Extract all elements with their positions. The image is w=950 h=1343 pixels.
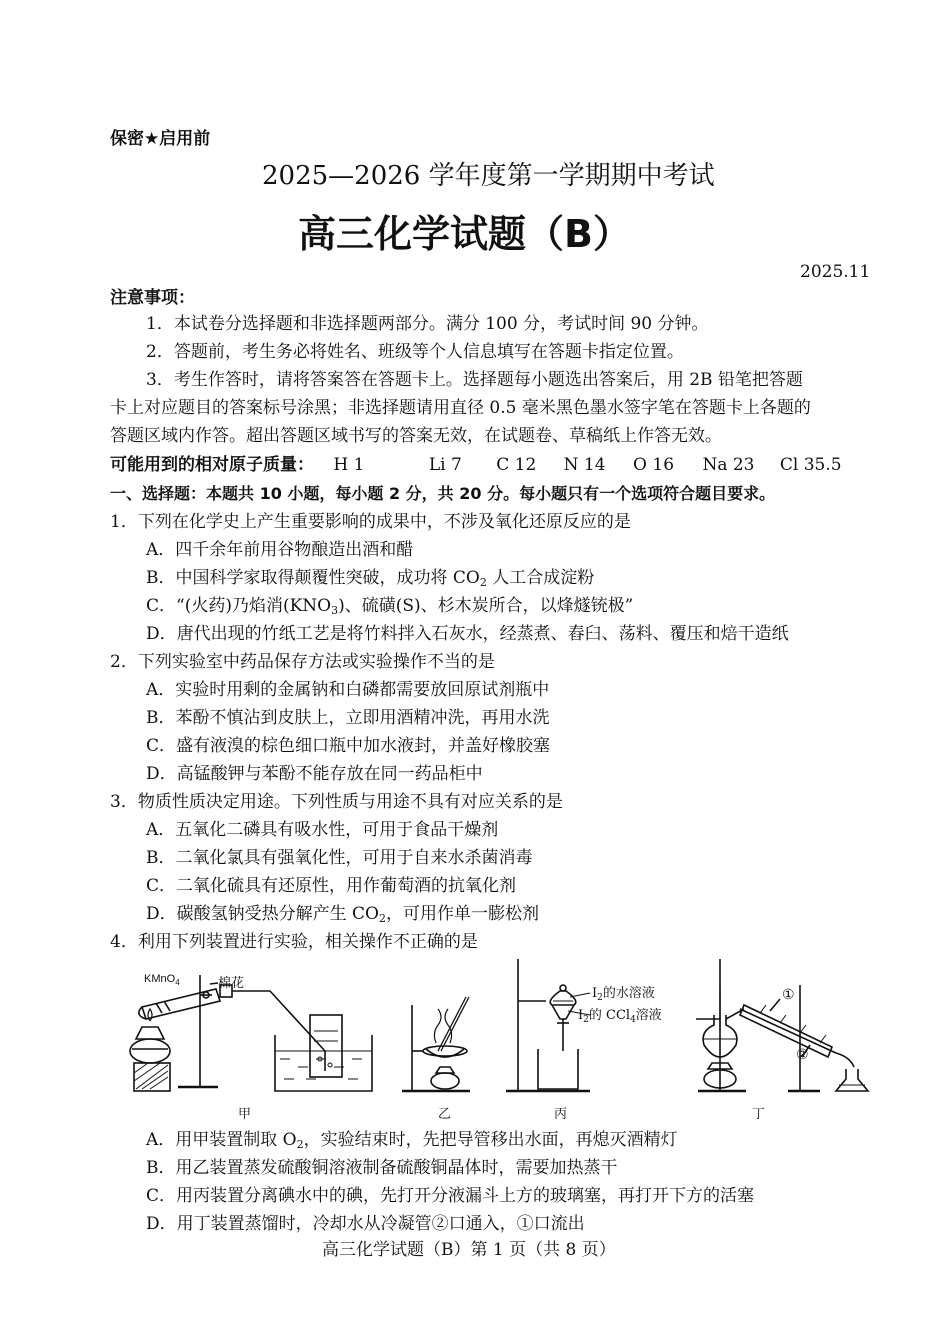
q4-option-c: C．用丙装置分离碘水中的碘，先打开分液漏斗上方的玻璃塞，再打开下方的活塞 (146, 1186, 755, 1206)
atomic-mass-h: H 1 (333, 455, 365, 475)
q1-option-c: C．“(火药)乃焰消$(KNO_3)$、硫磺(S)、杉木炭所合，以烽燧铳极” (146, 596, 634, 617)
exam-date: 2025.11 (800, 262, 871, 282)
q1-option-d: D．唐代出现的竹纸工艺是将竹料拌入石灰水，经蒸煮、舂臼、荡料、覆压和焙干造纸 (146, 624, 789, 644)
q3-stem: 3．物质性质决定用途。下列性质与用途不具有对应关系的是 (110, 792, 563, 812)
page-footer: 高三化学试题（B）第 1 页（共 8 页） (322, 1240, 616, 1260)
atomic-mass-c: C 12 (496, 455, 537, 475)
notice-item-3-cont2: 答题区域内作答。超出答题区域书写的答案无效，在试题卷、草稿纸上作答无效。 (110, 426, 722, 446)
q2-option-b: B．苯酚不慎沾到皮肤上，立即用酒精冲洗，再用水洗 (146, 708, 550, 728)
q3-option-b: B．二氧化氯具有强氧化性，可用于自来水杀菌消毒 (146, 848, 533, 868)
q2-option-a: A．实验时用剩的金属钠和白磷都需要放回原试剂瓶中 (146, 680, 550, 700)
port-2-label: ② (796, 1047, 809, 1063)
apparatus-bing (506, 959, 662, 1122)
svg-text:KMnO4: KMnO$_4$ (144, 973, 180, 987)
q3-option-c: C．二氧化硫具有还原性，用作葡萄酒的抗氧化剂 (146, 876, 517, 896)
q2-option-d: D．高锰酸钾与苯酚不能存放在同一药品柜中 (146, 764, 483, 784)
q3-option-a: A．五氧化二磷具有吸水性，可用于食品干燥剂 (146, 820, 499, 840)
q4-option-d: D．用丁装置蒸馏时，冷却水从冷凝管②口通入，①口流出 (146, 1214, 585, 1234)
paper-title: 高三化学试题（B） (298, 212, 631, 256)
label-jia: 甲 (238, 1107, 252, 1122)
atomic-mass-label: 可能用到的相对原子质量： (110, 455, 314, 475)
apparatus-figure (120, 955, 890, 1130)
atomic-mass-line (110, 455, 842, 475)
notice-item-2: 2．答题前，考生务必将姓名、班级等个人信息填写在答题卡指定位置。 (146, 342, 684, 362)
label-i2-ccl4: $I_2$的 CCl$_4$溶液 (578, 1008, 662, 1025)
atomic-mass-o: O 16 (633, 455, 675, 475)
port-1-label: ① (782, 987, 795, 1003)
atomic-mass-cl: Cl 35.5 (779, 455, 842, 475)
label-yi: 乙 (438, 1107, 452, 1122)
notice-item-1: 1．本试卷分选择题和非选择题两部分。满分 100 分，考试时间 90 分钟。 (146, 314, 709, 334)
notice-item-3: 3．考生作答时，请将答案答在答题卡上。选择题每小题选出答案后，用 2B 铅笔把答题 (146, 370, 803, 390)
q4-option-b: B．用乙装置蒸发硫酸铜溶液制备硫酸铜晶体时，需要加热蒸干 (146, 1158, 618, 1178)
label-bing: 丙 (554, 1107, 568, 1122)
apparatus-ding (696, 959, 868, 1122)
atomic-mass-na: Na 23 (702, 455, 755, 475)
label-ding: 丁 (752, 1107, 766, 1122)
notice-heading: 注意事项： (110, 288, 195, 308)
exam-name: 2025—2026 学年度第一学期期中考试 (262, 161, 715, 191)
atomic-mass-li: Li 7 (428, 455, 462, 475)
q1-option-a: A．四千余年前用谷物酿造出酒和醋 (146, 540, 414, 560)
apparatus-yi (402, 997, 470, 1122)
q1-stem: 1．下列在化学史上产生重要影响的成果中，不涉及氧化还原反应的是 (110, 512, 631, 532)
atomic-mass-n: N 14 (563, 455, 606, 475)
q4-option-a: A．用甲装置制取 $O_2$，实验结束时，先把导管移出水面，再熄灭酒精灯 (146, 1130, 678, 1151)
q4-stem: 4．利用下列装置进行实验，相关操作不正确的是 (110, 932, 478, 952)
q1-option-b: B．中国科学家取得颠覆性突破，成功将 $CO_2$ 人工合成淀粉 (146, 568, 595, 589)
cotton-label: 棉花 (218, 976, 245, 991)
apparatus-jia (130, 973, 372, 1122)
notice-item-3-cont: 卡上对应题目的答案标号涂黑；非选择题请用直径 0.5 毫米黑色墨水签字笔在答题卡上各题的 (110, 398, 811, 418)
q2-option-c: C．盛有液溴的棕色细口瓶中加水液封，并盖好橡胶塞 (146, 736, 551, 756)
confidential-mark: 保密★启用前 (110, 129, 211, 149)
section-1-heading: 一、选择题：本题共 10 小题，每小题 2 分，共 20 分。每小题只有一个选项符合题目要求。 (110, 484, 776, 503)
label-i2-water: $I_2$的水溶液 (592, 986, 655, 1003)
q3-option-d: D．碳酸氢钠受热分解产生 $CO_2$，可用作单一膨松剂 (146, 904, 539, 925)
q2-stem: 2．下列实验室中药品保存方法或实验操作不当的是 (110, 652, 495, 672)
